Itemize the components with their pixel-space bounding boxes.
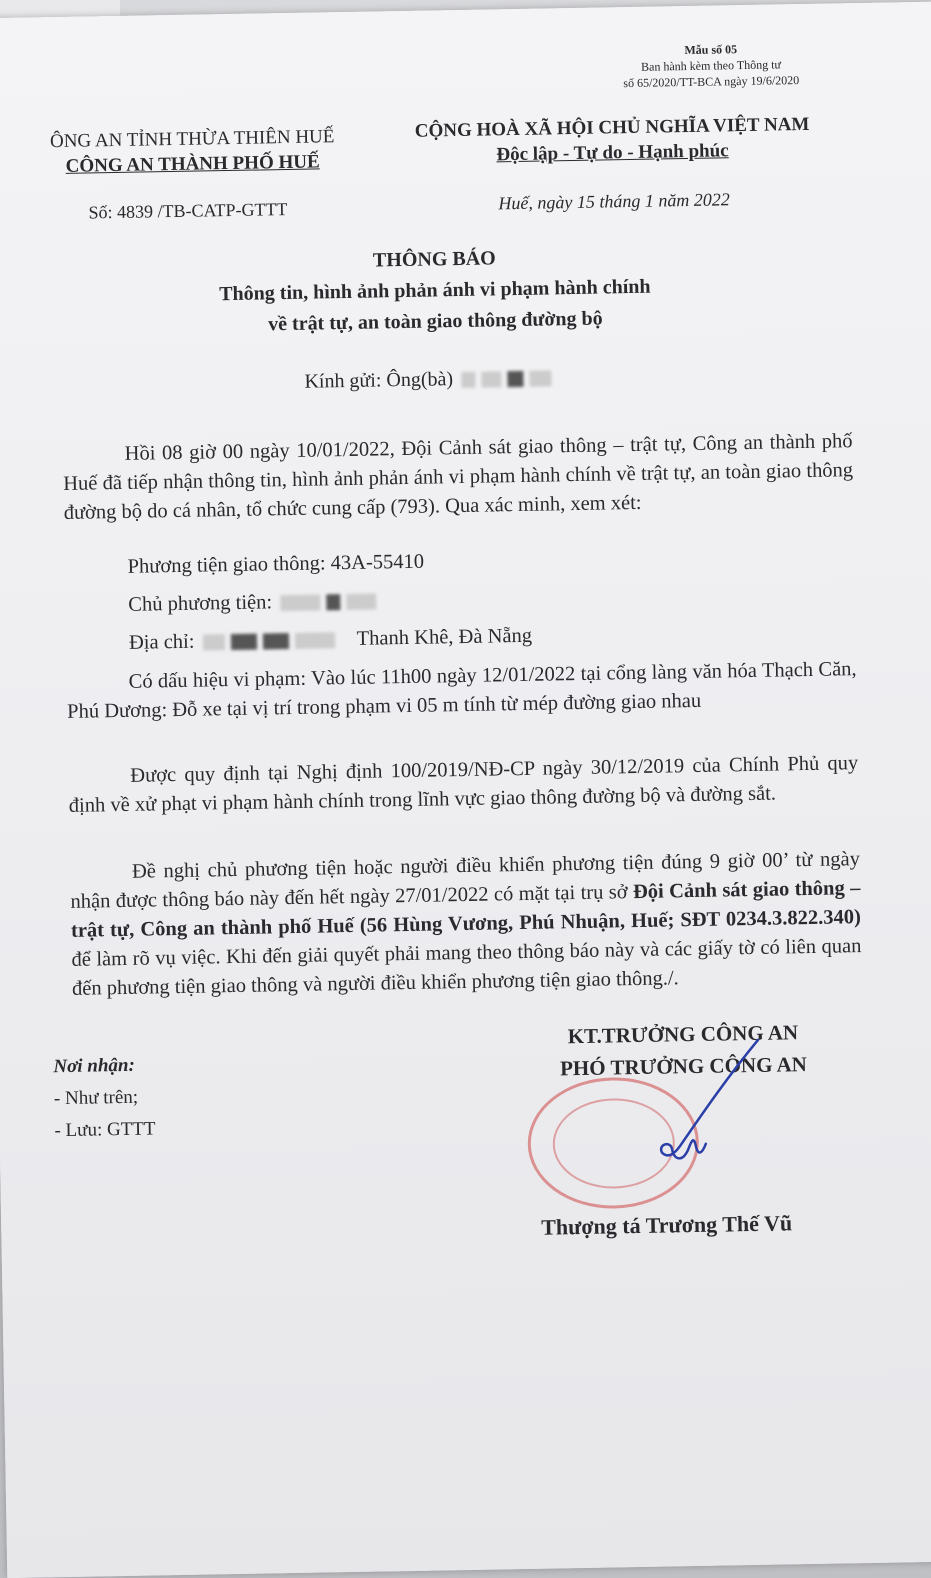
request-text-2: để làm rõ vụ việc. Khi đến giải quyết phải mang theo thông báo này và các giấy tờ có liên quan đến phương tiện giao thông và người điều khiển phương tiện giao thông./. bbox=[71, 935, 862, 1000]
signer-name: Thượng tá Trương Thế Vũ bbox=[541, 1210, 793, 1240]
form-number-header bbox=[601, 40, 822, 92]
paragraph-intro: Hồi 08 giờ 00 ngày 10/01/2022, Đội Cảnh sát giao thông – trật tự, Công an thành phố Huế đã tiếp nhận thông tin, hình ảnh phản ánh vi phạm hành chính về trật tự, an toàn giao thông đường bộ do cá nhân, tổ chức cung cấp (793). Qua xác minh, xem xét: bbox=[63, 430, 854, 524]
redacted-address bbox=[294, 633, 334, 650]
form-number: Mẫu số 05 bbox=[684, 42, 738, 58]
redacted-owner bbox=[280, 595, 320, 612]
redacted-owner bbox=[346, 594, 376, 611]
paragraph-regulation: Được quy định tại Nghị định 100/2019/NĐ-CP ngày 30/12/2019 của Chính Phủ quy định về xử phạt vi phạm hành chính trong lĩnh vực giao thông đường bộ và đường sắt. bbox=[68, 752, 859, 817]
signatory-title-2: PHÓ TRƯỞNG CÔNG AN bbox=[559, 1052, 808, 1081]
recipient-item: - Lưu: GTTT bbox=[54, 1118, 156, 1142]
place-date: Huế, ngày 15 tháng 1 năm 2022 bbox=[498, 189, 731, 214]
handwritten-signature bbox=[608, 1035, 770, 1178]
issuing-agency bbox=[12, 124, 373, 180]
form-circular: số 65/2020/TT-BCA ngày 19/6/2020 bbox=[623, 73, 800, 91]
vehicle-line: Phương tiện giao thông: 43A-55410 bbox=[127, 550, 425, 578]
document-title-block bbox=[154, 240, 716, 343]
paragraph-violation: Có dấu hiệu vi phạm: Vào lúc 11h00 ngày 12/01/2022 tại cổng làng văn hóa Thạch Căn, Phú Dương: Đỗ xe tại vị trí trong phạm vi 05 m tính từ mép đường giao nhau bbox=[66, 658, 857, 723]
recipients-label: Nơi nhận: bbox=[53, 1054, 136, 1078]
addressee-line bbox=[304, 366, 554, 393]
national-motto bbox=[382, 111, 843, 169]
request-office-address: Đội Cảnh sát giao thông – trật tự, Công an thành phố Huế (56 Hùng Vương, Phú Nhuận, Huế; SĐT 0234.3.822.340) bbox=[70, 877, 862, 942]
redacted-name bbox=[481, 372, 501, 388]
redacted-name bbox=[461, 372, 475, 388]
address-value: Thanh Khê, Đà Nẵng bbox=[356, 624, 533, 650]
agency-name: CÔNG AN THÀNH PHỐ HUẾ bbox=[65, 151, 320, 177]
signatory-title-1: KT.TRƯỞNG CÔNG AN bbox=[567, 1020, 799, 1049]
owner-label: Chủ phương tiện: bbox=[128, 591, 273, 616]
paragraph-request bbox=[70, 845, 862, 1004]
document-title: THÔNG BÁO bbox=[372, 247, 496, 272]
address-line bbox=[129, 625, 532, 655]
redacted-address bbox=[262, 633, 288, 649]
request-text-1: Đề nghị chủ phương tiện hoặc người điều khiển phương tiện đúng 9 giờ 00’ từ ngày nhận được thông báo này đến hết ngày 27/01/2022 có mặt tại trụ sở bbox=[70, 848, 861, 913]
redacted-name bbox=[529, 371, 551, 387]
owner-line bbox=[128, 589, 379, 616]
document-page bbox=[0, 2, 931, 1578]
redacted-address bbox=[202, 634, 224, 650]
motto: Độc lập - Tự do - Hạnh phúc bbox=[496, 140, 729, 166]
recipient-item: - Như trên; bbox=[53, 1086, 139, 1110]
redacted-address bbox=[230, 634, 256, 650]
country-name: CỘNG HOÀ XÃ HỘI CHỦ NGHĨA VIỆT NAM bbox=[414, 113, 810, 142]
address-label: Địa chỉ: bbox=[128, 630, 195, 654]
recipients-block bbox=[53, 1049, 156, 1147]
redacted-owner bbox=[326, 594, 340, 610]
document-number: Số: 4839 /TB-CATP-GTTT bbox=[88, 198, 288, 223]
redacted-name bbox=[507, 371, 523, 387]
addressee-label: Kính gửi: Ông(bà) bbox=[304, 368, 454, 393]
agency-parent: ÔNG AN TỈNH THỪA THIÊN HUẾ bbox=[49, 126, 335, 153]
document-subtitle-2: về trật tự, an toàn giao thông đường bộ bbox=[267, 307, 603, 336]
document-subtitle-1: Thông tin, hình ảnh phản ánh vi phạm hành chính bbox=[219, 275, 651, 306]
form-issued-by: Ban hành kèm theo Thông tư bbox=[640, 57, 782, 74]
